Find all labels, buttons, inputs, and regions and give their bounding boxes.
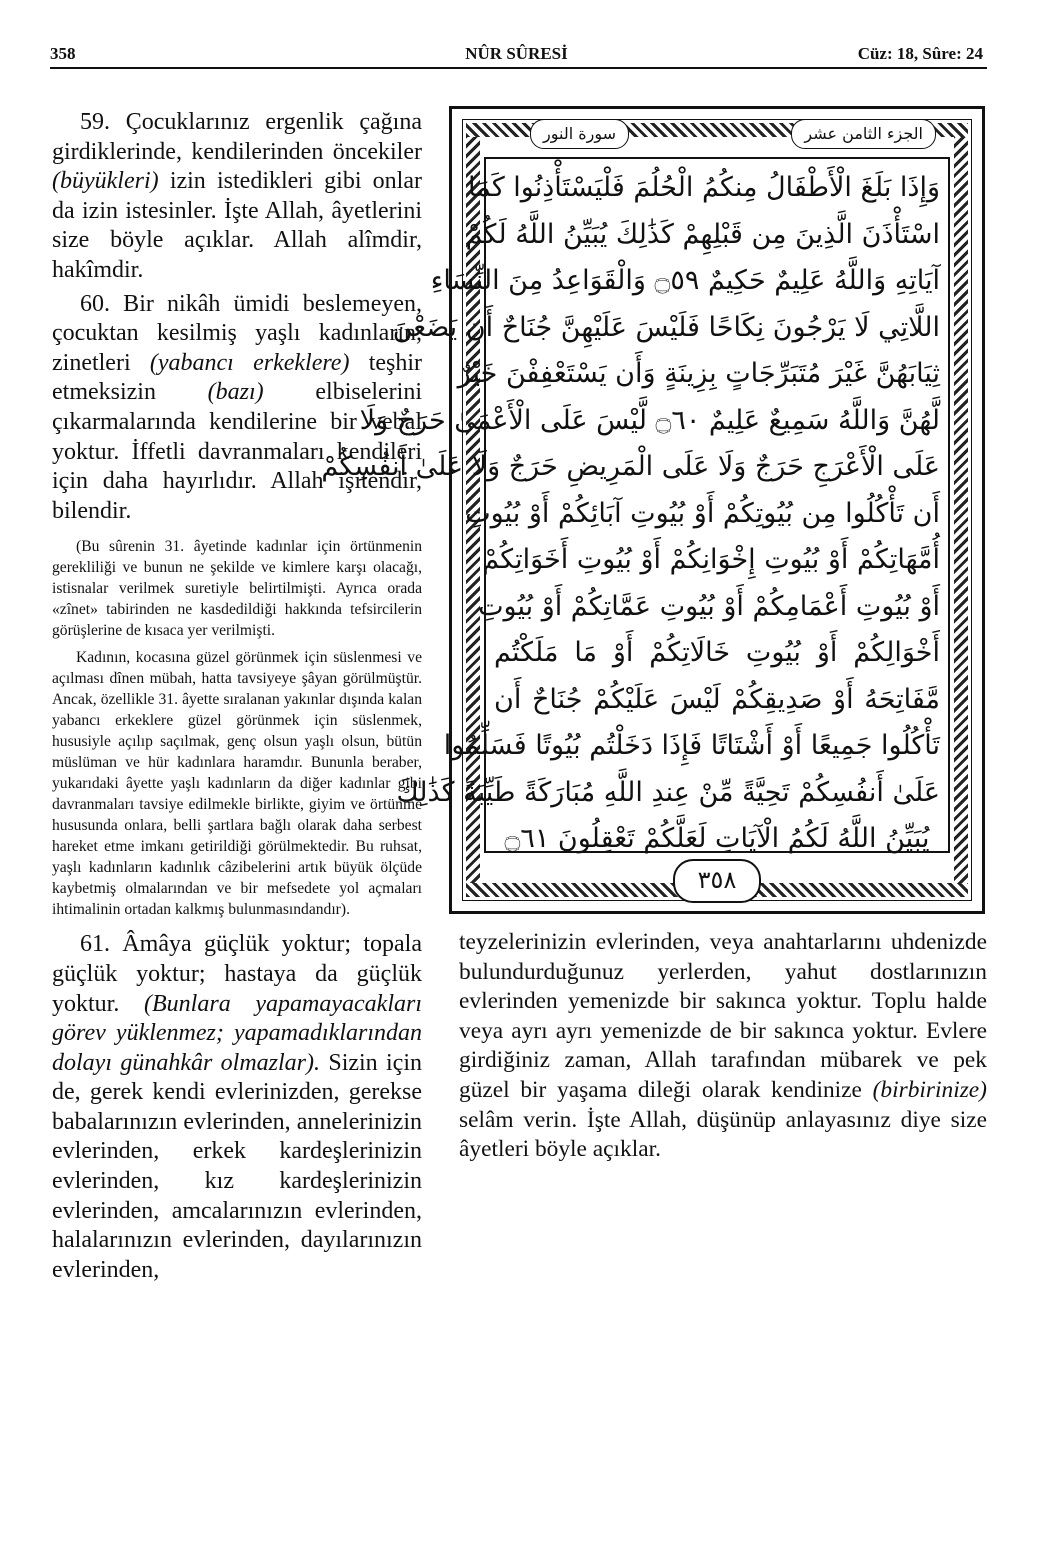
verse-60: 60. Bir nikâh ümidi beslemeyen, çocuktan kesilmiş yaşlı kadınların, zinetleri (yabancı erkeklere) teşhir etmeksizin (bazı) elbiselerini çıkarmalarında kendilerine bir vebal yoktur. İffetli davranmaları kendileri için daha hayırlıdır. Allah işitendir, bilendir.	[52, 290, 423, 524]
arabic-lines	[321, 165, 940, 854]
header-divider	[50, 67, 987, 69]
arabic-line: آيَاتِهِ وَاللَّهُ عَلِيمٌ حَكِيمٌ ۝٥٩ وَالْقَوَاعِدُ مِنَ النِّسَاءِ	[430, 265, 940, 296]
arabic-line: تَأْكُلُوا جَمِيعًا أَوْ أَشْتَاتًا فَإِذَا دَخَلْتُم بُيُوتًا فَسَلِّمُوا	[443, 730, 940, 761]
arabic-text-panel	[321, 157, 950, 854]
page-header	[50, 40, 983, 66]
juz-cartouche: الجزء الثامن عشر	[791, 119, 936, 149]
commentary-note-2: Kadının, kocasına güzel görünmek için süslenmesi ve açılması dînen mübah, hatta tavsiyeye şâyan görülmüştür. Ancak, özellikle 31. âyette sıralanan yakınlar dışında kalan yabancı erkeklere güzel görünmek için süslenmek, hususiyle açılıp saçılmak, genç olsun yaşlı olsun, bütün müslüman ve hür kadınlara haramdır. Bununla beraber, yukarıdaki âyette yaşlı kadınların da diğer kadınlar gibi davranmaları tavsiye edilmekle birlikte, giyim ve örtünme hususunda onlara, belli şartlara bağlı olarak daha serbest hareket etme imkanı getirildiği görülmektedir. Bu ruhsat, yaşlı kadınların kadınlık câzibelerini artık büyük ölçüde kaybetmiş olmalarından ve bir mefsedete yol açmaları ihtimalinin ortadan kalkmış bulunmasındandır).	[52, 649, 422, 919]
left-column	[52, 108, 422, 1285]
sura-cartouche: سورة النور	[530, 119, 629, 149]
arabic-line: ثِيَابَهُنَّ غَيْرَ مُتَبَرِّجَاتٍ بِزِينَةٍ وَأَن يَسْتَعْفِفْنَ خَيْرٌ	[457, 358, 940, 389]
mushaf-page-number: ٣٥٨	[673, 859, 761, 903]
arabic-line: عَلَىٰ أَنفُسِكُمْ تَحِيَّةً مِّنْ عِندِ اللَّهِ مُبَارَكَةً طَيِّبَةً كَذَٰلِكَ	[396, 776, 940, 808]
mushaf-frame	[321, 106, 985, 914]
arabic-line: اسْتَأْذَنَ الَّذِينَ مِن قَبْلِهِمْ كَذَٰلِكَ يُبَيِّنُ اللَّهُ لَكُمْ	[465, 218, 940, 250]
verse-61-continued: teyzelerinizin evlerinden, veya anahtarlarını uhdenizde bulundurduğunuz yerlerden, yahut dostlarınızın evlerinden yemenizde bir sakınca yoktur. Toplu halde veya ayrı ayrı yemenizde de bir sakınca yoktur. Evlere girdiğiniz zaman, Allah tarafından mübarek ve pek güzel bir yaşama dileği olarak kendinize (birbirinize) selâm verin. İşte Allah, düşünüp anlayasınız diye size âyetleri böyle açıklar.	[459, 929, 987, 1163]
arabic-line: لَّهُنَّ وَاللَّهُ سَمِيعٌ عَلِيمٌ ۝٦٠ لَّيْسَ عَلَى الْأَعْمَىٰ حَرَجٌ وَلَا	[359, 404, 940, 436]
verse-59: 59. Çocuklarınız ergenlik çağına girdiklerinde, kendilerinden öncekiler (büyükleri) izin istedikleri gibi onlar da izin istesinler. İşte Allah, âyetlerini size böyle açıklar. Allah alîmdir, hakîmdir.	[52, 109, 422, 283]
arabic-line: عَلَى الْأَعْرَجِ حَرَجٌ وَلَا عَلَى الْمَرِيضِ حَرَجٌ وَلَا عَلَىٰ أَنفُسِكُمْ	[321, 451, 940, 482]
commentary-note-1: (Bu sûrenin 31. âyetinde kadınlar için örtünmenin gerekliliği ve bunun ne şekilde ve kimlere karşı olacağı, istisnalar verilmek suretiyle belirtilmişti. Ayrıca orada «zînet» tabirinden ne kasdedildiği hakkında tefsircilerin görüşlerine de kısaca yer verilmişti.	[52, 538, 422, 640]
arabic-line: أَن تَأْكُلُوا مِن بُيُوتِكُمْ أَوْ بُيُوتِ آبَائِكُمْ أَوْ بُيُوتِ	[465, 497, 940, 529]
arabic-line: وَإِذَا بَلَغَ الْأَطْفَالُ مِنكُمُ الْحُلُمَ فَلْيَسْتَأْذِنُوا كَمَا	[468, 172, 940, 203]
arabic-line: مَّفَاتِحَهُ أَوْ صَدِيقِكُمْ لَيْسَ عَلَيْكُمْ جُنَاحٌ أَن	[494, 683, 940, 715]
arabic-line: أَوْ بُيُوتِ أَعْمَامِكُمْ أَوْ بُيُوتِ عَمَّاتِكُمْ أَوْ بُيُوتِ	[478, 590, 940, 622]
arabic-line: اللَّاتِي لَا يَرْجُونَ نِكَاحًا فَلَيْسَ عَلَيْهِنَّ جُنَاحٌ أَن يَضَعْنَ	[392, 311, 940, 343]
page-title: NÛR SÛRESİ	[465, 44, 568, 63]
arabic-line: أُمَّهَاتِكُمْ أَوْ بُيُوتِ إِخْوَانِكُمْ أَوْ بُيُوتِ أَخَوَاتِكُمْ	[482, 544, 940, 575]
juz-sura-label: Cüz: 18, Sûre: 24	[857, 44, 983, 63]
right-column	[459, 928, 987, 1165]
page-number: 358	[50, 44, 76, 63]
arabic-line: أَخْوَالِكُمْ أَوْ بُيُوتِ خَالَاتِكُمْ أَوْ مَا مَلَكْتُم	[494, 637, 940, 668]
arabic-line: يُبَيِّنُ اللَّهُ لَكُمُ الْآيَاتِ لَعَلَّكُمْ تَعْقِلُونَ ۝٦١	[504, 823, 930, 854]
verse-61: 61. Âmâya güçlük yoktur; topala güçlük yoktur; hastaya da güçlük yoktur. (Bunlara yapamayacakları görev yüklenmez; yapamadıklarından dolayı günahkâr olmazlar). Sizin için de, gerek kendi evlerinizden, gerekse babalarınızın evlerinden, annelerinizin evlerinden, erkek kardeşlerinizin evlerinden, kız kardeşlerinizin evlerinden, amcalarınızın evlerinden, halalarınızın evlerinden, dayılarınızın evlerinden,	[52, 931, 423, 1283]
